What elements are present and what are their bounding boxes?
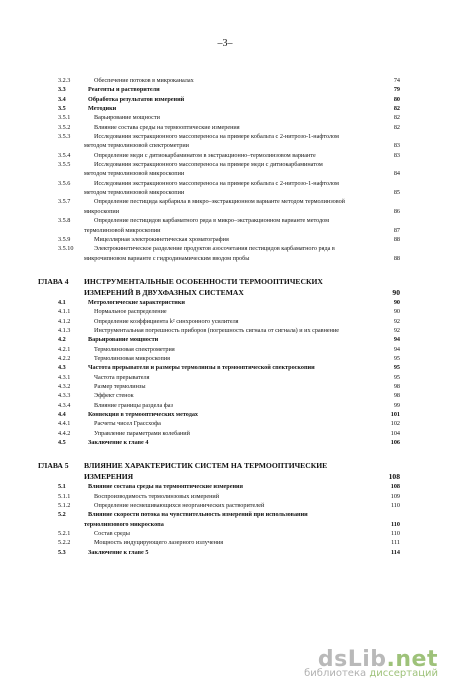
toc-entry-number: 5.3 xyxy=(58,548,66,556)
toc-entry xyxy=(0,151,450,160)
toc-entry-page: 87 xyxy=(393,226,400,234)
toc-entry-page: 111 xyxy=(391,539,400,547)
toc-entry-number: 3.5.4 xyxy=(58,151,71,159)
toc-entry-title: Мощность индуцирующего лазерного излучения xyxy=(94,539,224,547)
chapter4-page: 90 xyxy=(392,287,400,297)
watermark-tagline-left: библиотека xyxy=(304,668,367,679)
toc-entry-title: Инструментальная погрешность приборов (погрешность сигнала от сигнала) и их сравнение xyxy=(94,326,340,334)
toc-entry-number: 4.4 xyxy=(58,411,66,418)
toc-entry-number: 4.1 xyxy=(58,298,66,306)
toc-entry-continuation xyxy=(0,188,450,197)
chapter4-title-line1: ИНСТРУМЕНТАЛЬНЫЕ ОСОБЕННОСТИ ТЕРМООПТИЧЕСКИХ xyxy=(84,276,323,286)
toc-entry-title: Электрокинетическое разделение продуктов азосочетания пестицидов карбаматного ряда в xyxy=(94,245,335,253)
toc-entry-number: 4.1.1 xyxy=(58,308,71,316)
toc-entry-title: Влияние скорости потока на чувствительность измерений при использовании xyxy=(88,511,308,519)
toc-entry-number: 3.5.7 xyxy=(58,198,71,206)
toc-entry xyxy=(0,335,450,344)
toc-entry xyxy=(0,382,450,391)
toc-entry-continuation xyxy=(0,207,450,216)
toc-entry-title: термолинзового микроскопа xyxy=(84,520,164,528)
toc-entry-number: 3.5.3 xyxy=(58,133,71,141)
page-number: –3– xyxy=(217,38,233,49)
toc-entry-title: Мицеллярная электрокинетическая хроматография xyxy=(94,235,229,243)
toc-entry xyxy=(0,438,450,447)
toc-entry-page: 80 xyxy=(393,95,400,103)
toc-entry-title: Методики xyxy=(88,105,117,113)
toc-entry-page: 82 xyxy=(393,123,400,131)
toc-entry-title: Эффект стенок xyxy=(94,392,134,400)
toc-entry-page: 114 xyxy=(391,548,400,556)
toc-entry-title: Заключение к главе 5 xyxy=(88,548,149,556)
chapter4-title-line2: ИЗМЕРЕНИЙ В ДВУХФАЗНЫХ СИСТЕМАХ xyxy=(84,287,244,297)
toc-entry-number: 4.4.1 xyxy=(58,420,71,428)
toc-entry-page: 101 xyxy=(390,411,400,418)
toc-entry xyxy=(0,373,450,382)
toc-entry-page: 102 xyxy=(390,420,400,428)
toc-entry-page: 92 xyxy=(393,317,400,325)
toc-entry-continuation xyxy=(0,226,450,235)
toc-entry-page: 104 xyxy=(390,429,400,437)
toc-entry-number: 5.2 xyxy=(58,511,66,519)
toc-entry-number: 3.5.10 xyxy=(58,245,74,253)
toc-entry-page: 109 xyxy=(390,492,400,500)
toc-entry-title: Обеспечение потоков в микроканалах xyxy=(94,77,194,84)
toc-entry xyxy=(0,401,450,410)
toc-entry-page: 88 xyxy=(393,254,400,262)
toc-entry xyxy=(0,123,450,132)
toc-entry-continuation xyxy=(0,520,450,529)
toc-entry-page: 99 xyxy=(393,401,400,409)
toc-entry xyxy=(0,429,450,438)
watermark-logo xyxy=(304,647,438,679)
toc-entry-page: 94 xyxy=(393,336,400,344)
chapter5-page: 108 xyxy=(388,472,400,482)
toc-entry-title: Определение коэффициента k² синхронного усилителя xyxy=(94,317,239,325)
toc-entry-number: 3.5.6 xyxy=(58,179,71,187)
toc-entry-title: методом термолинзовой микроскопии xyxy=(84,189,185,197)
toc-entry-title: Определение пестицидов карбаматного ряда в микро–экстракционном варианте методом xyxy=(94,217,330,225)
toc-entry xyxy=(0,482,450,491)
toc-entry-continuation xyxy=(0,169,450,178)
toc-entry-title: Состав среды xyxy=(94,530,130,538)
toc-entry xyxy=(0,132,450,141)
toc-entry-title: Исследования экстракционного массопереноса на примере кобальта с 2-нитрозо-1-нафтолом xyxy=(94,179,339,187)
toc-entry-page: 95 xyxy=(393,373,400,381)
chapter5-title-line2: ИЗМЕРЕНИЯ xyxy=(84,472,134,482)
toc-entry xyxy=(0,317,450,326)
toc-entry-title: Управление параметрами колебаний xyxy=(94,429,190,437)
chapter5-number: ГЛАВА 5 xyxy=(38,461,69,471)
toc-entry-page: 110 xyxy=(390,530,400,538)
toc-entry-title: Частота прерывателя и размеры термолинзы в термооптической спектроскопии xyxy=(88,364,315,372)
toc-entry-number: 4.2.1 xyxy=(58,345,71,353)
toc-entry xyxy=(0,216,450,225)
chapter5-title-line1: ВЛИЯНИЕ ХАРАКТЕРИСТИК СИСТЕМ НА ТЕРМООПТИЧЕСКИЕ xyxy=(84,461,328,471)
toc-entry-number: 5.2.1 xyxy=(58,530,71,538)
toc-entry-number: 5.2.2 xyxy=(58,539,71,547)
toc-entry-page: 98 xyxy=(393,382,400,390)
toc-entry-number: 3.5 xyxy=(58,105,66,113)
toc-entry-continuation xyxy=(0,141,450,150)
toc-entry xyxy=(0,113,450,122)
toc-entry-title: Исследования экстракционного массопереноса на примере меди с дитиокарбаминатом xyxy=(94,161,323,169)
toc-entry-title: Определение меди с дитиокарбаминатом в экстракционно–термолинзовом варианте xyxy=(94,151,316,159)
toc-entry-page: 108 xyxy=(390,483,400,491)
toc-entry-number: 3.5.5 xyxy=(58,161,71,169)
chapter5-heading xyxy=(0,460,450,471)
toc-chapter4 xyxy=(0,298,450,448)
toc-entry-page: 98 xyxy=(393,392,400,400)
toc-entry-title: Термолинзовая микроскопия xyxy=(94,354,170,362)
toc-entry-page: 106 xyxy=(390,439,400,447)
toc-entry-title: Расчеты чисел Грассхофа xyxy=(94,420,161,428)
toc-entry xyxy=(0,419,450,428)
toc-entry-number: 4.3.3 xyxy=(58,392,71,400)
toc-entry-title: Влияние состава среды на термооптические измерения xyxy=(88,483,243,491)
toc-entry-title: методом термолинзовой спектрометрии xyxy=(84,142,189,150)
toc-entry-page: 74 xyxy=(393,77,400,84)
toc-entry-page: 83 xyxy=(393,151,400,159)
toc-entry-title: Реагенты и растворители xyxy=(88,86,160,94)
toc-entry xyxy=(0,501,450,510)
toc-entry-title: Определение пестицида карбарила в микро–экстракционном варианте методом термолинзовой xyxy=(94,198,345,206)
toc-entry xyxy=(0,345,450,354)
toc-entry-number: 3.5.8 xyxy=(58,217,71,225)
toc-entry-number: 3.5.2 xyxy=(58,123,71,131)
toc-entry-title: Исследования экстракционного массопереноса на примере кобальта с 2-нитрозо-1-нафтолом xyxy=(94,133,339,141)
toc-entry-number: 5.1.2 xyxy=(58,502,71,510)
toc-entry-title: Конвекция в термооптических методах xyxy=(88,411,199,418)
toc-entry-number: 3.3 xyxy=(58,86,66,94)
toc-entry xyxy=(0,363,450,372)
toc-entry-page: 95 xyxy=(393,364,400,372)
toc-entry-page: 94 xyxy=(393,345,400,353)
toc-entry-title: микрочипновом варианте с гидродинамическим вводом пробы xyxy=(84,254,250,262)
toc-chapter5 xyxy=(0,482,450,557)
toc-entry-number: 4.1.2 xyxy=(58,317,71,325)
toc-entry xyxy=(0,95,450,104)
toc-entry-number: 4.1.3 xyxy=(58,326,71,334)
toc-entry-page: 85 xyxy=(393,189,400,197)
toc-entry-number: 4.4.2 xyxy=(58,429,71,437)
toc-entry-title: Определение несмешивающихся неорганических растворителей xyxy=(94,502,265,510)
toc-entry-title: Воспроизводимость термолинзовых измерений xyxy=(94,492,220,500)
toc-entry xyxy=(0,197,450,206)
toc-entry-number: 3.4 xyxy=(58,95,66,103)
toc-entry xyxy=(0,298,450,307)
toc-entry-page: 110 xyxy=(390,502,400,510)
toc-entry-page: 90 xyxy=(393,298,400,306)
toc-entry-page: 95 xyxy=(393,354,400,362)
toc-entry xyxy=(0,307,450,316)
toc-entry-number: 3.5.9 xyxy=(58,235,71,243)
toc-entry-title: Варьирование мощности xyxy=(94,114,160,122)
toc-entry-title: Влияние состава среды на термооптические измерения xyxy=(94,123,240,131)
toc-entry xyxy=(0,538,450,547)
toc-entry-title: Частота прерывателя xyxy=(94,373,150,381)
toc-entry xyxy=(0,326,450,335)
toc-entry xyxy=(0,160,450,169)
toc-entry-continuation xyxy=(0,254,450,263)
toc-entry-number: 5.1.1 xyxy=(58,492,71,500)
toc-entry-number: 4.5 xyxy=(58,439,66,447)
toc-entry xyxy=(0,244,450,253)
toc-entry-title: Заключение к главе 4 xyxy=(88,439,149,447)
toc-chapter3-tail xyxy=(0,76,450,263)
toc-entry-title: Нормальное распределение xyxy=(94,308,167,316)
toc-entry-page: 82 xyxy=(393,105,400,113)
toc-entry xyxy=(0,529,450,538)
table-of-contents xyxy=(0,76,450,557)
toc-entry-page: 86 xyxy=(393,207,400,215)
toc-entry xyxy=(0,76,450,85)
toc-entry-number: 5.1 xyxy=(58,483,66,491)
toc-entry-title: Метрологические характеристики xyxy=(88,298,185,306)
toc-entry-page: 88 xyxy=(393,235,400,243)
toc-entry-number: 3.2.3 xyxy=(58,77,71,84)
toc-entry xyxy=(0,410,450,419)
toc-entry-title: методом термолинзовой микроскопии xyxy=(84,170,185,178)
toc-entry-number: 4.3 xyxy=(58,364,66,372)
toc-entry xyxy=(0,354,450,363)
toc-entry-number: 4.2 xyxy=(58,336,66,344)
watermark-logo-left: dsLib xyxy=(317,647,387,672)
toc-entry xyxy=(0,492,450,501)
toc-entry-page: 83 xyxy=(393,142,400,150)
toc-entry-number: 4.3.1 xyxy=(58,373,71,381)
toc-entry-title: Варьирование мощности xyxy=(88,336,159,344)
toc-entry xyxy=(0,391,450,400)
toc-entry-page: 110 xyxy=(391,520,400,528)
toc-entry-page: 90 xyxy=(393,308,400,316)
toc-entry-number: 4.3.4 xyxy=(58,401,71,409)
chapter4-heading xyxy=(0,276,450,287)
toc-entry-title: Термолинзовая спектрометрия xyxy=(94,345,175,353)
chapter5-heading-line2 xyxy=(0,471,450,482)
toc-entry-number: 4.2.2 xyxy=(58,354,71,362)
toc-entry-page: 84 xyxy=(393,170,400,178)
chapter4-heading-line2 xyxy=(0,287,450,298)
toc-entry-title: Влияние границы раздела фаз xyxy=(94,401,173,409)
watermark-logo-right: .net xyxy=(386,647,438,672)
toc-entry xyxy=(0,104,450,113)
toc-entry-title: микроскопии xyxy=(84,207,120,215)
toc-entry-number: 4.3.2 xyxy=(58,382,71,390)
toc-entry-page: 82 xyxy=(393,114,400,122)
toc-entry xyxy=(0,179,450,188)
toc-entry-page: 92 xyxy=(393,326,400,334)
toc-entry-number: 3.5.1 xyxy=(58,114,71,122)
toc-entry-title: термолинзовой микроскопии xyxy=(84,226,161,234)
toc-entry-page: 79 xyxy=(393,86,400,94)
chapter4-number: ГЛАВА 4 xyxy=(38,276,69,286)
toc-entry xyxy=(0,235,450,244)
toc-entry-title: Обработка результатов измерений xyxy=(88,95,185,103)
toc-entry-title: Размер термолинзы xyxy=(94,382,146,390)
watermark-tagline-right: диссертаций xyxy=(369,668,438,679)
toc-entry xyxy=(0,510,450,519)
toc-entry xyxy=(0,85,450,94)
toc-entry xyxy=(0,548,450,557)
